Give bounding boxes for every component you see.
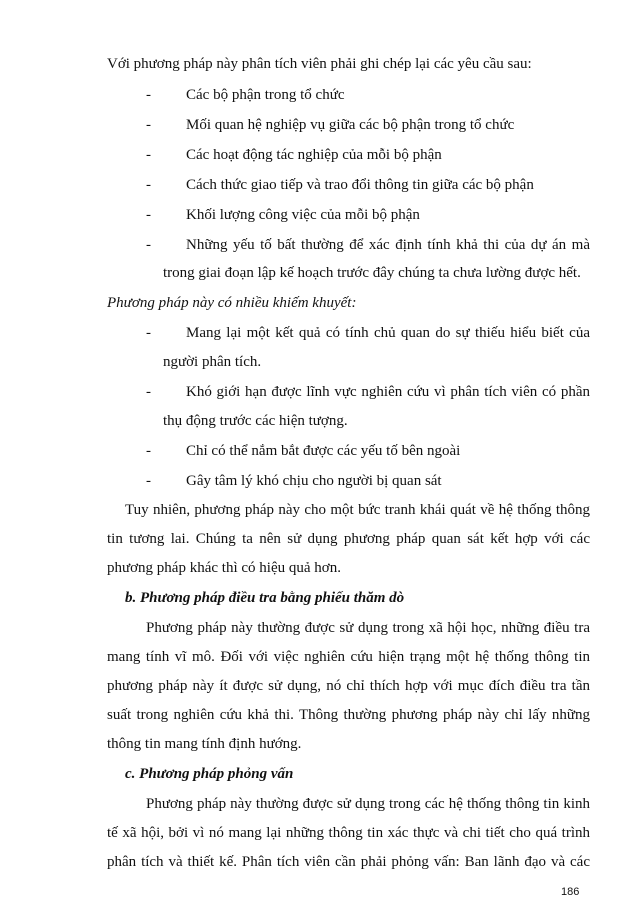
bullet-dash: -: [146, 325, 151, 341]
section-b-line: thông tin mang tính định hướng.: [107, 736, 302, 752]
drawback-item: Mang lại một kết quả có tính chủ quan do sự thiếu hiểu biết của: [186, 325, 590, 341]
bullet-dash: -: [146, 207, 151, 223]
bullet-dash: -: [146, 117, 151, 133]
section-c-line: tế xã hội, bởi vì nó mang lại những thông tin xác thực và chi tiết cho quá trình: [107, 825, 590, 841]
requirement-item: Cách thức giao tiếp và trao đổi thông tin giữa các bộ phận: [186, 177, 534, 193]
bullet-dash: -: [146, 443, 151, 459]
drawback-item-continued: người phân tích.: [163, 354, 262, 370]
drawbacks-heading: Phương pháp này có nhiều khiếm khuyết:: [107, 295, 357, 311]
drawback-item: Gây tâm lý khó chịu cho người bị quan sát: [186, 473, 442, 489]
section-b-line: mang tính vĩ mô. Đối với việc nghiên cứu hiện trạng một hệ thống thông tin: [107, 649, 590, 665]
drawback-item-continued: thụ động trước các hiện tượng.: [163, 413, 348, 429]
section-c-line: Phương pháp này thường được sử dụng trong các hệ thống thông tin kinh: [146, 796, 590, 812]
requirement-item: Những yếu tố bất thường để xác định tính khả thi của dự án mà: [186, 237, 590, 253]
page-number: 186: [561, 886, 580, 898]
intro-text: Với phương pháp này phân tích viên phải ghi chép lại các yêu cầu sau:: [107, 56, 532, 72]
drawback-item: Chỉ có thể nắm bắt được các yếu tố bên ngoài: [186, 443, 461, 459]
conclusion-line: tin tương lai. Chúng ta nên sử dụng phương pháp quan sát kết hợp với các: [107, 531, 590, 547]
section-b-line: phương pháp này ít được sử dụng, nó chỉ thích hợp với mục đích điều tra tần: [107, 678, 590, 694]
requirement-item: Mối quan hệ nghiệp vụ giữa các bộ phận trong tổ chức: [186, 117, 515, 133]
section-b-line: Phương pháp này thường được sử dụng trong xã hội học, những điều tra: [146, 620, 590, 636]
section-b-heading: b. Phương pháp điều tra bằng phiếu thăm dò: [125, 590, 405, 606]
requirement-item: Các bộ phận trong tổ chức: [186, 87, 345, 103]
bullet-dash: -: [146, 384, 151, 400]
conclusion-line: phương pháp khác thì có hiệu quả hơn.: [107, 560, 341, 576]
requirement-item: Các hoạt động tác nghiệp của mỗi bộ phận: [186, 147, 442, 163]
requirement-item-continued: trong giai đoạn lập kế hoạch trước đây chúng ta chưa lường được hết.: [163, 265, 581, 281]
bullet-dash: -: [146, 87, 151, 103]
requirement-item: Khối lượng công việc của mỗi bộ phận: [186, 207, 420, 223]
bullet-dash: -: [146, 177, 151, 193]
section-c-heading: c. Phương pháp phỏng vấn: [125, 766, 294, 782]
section-b-line: suất trong nghiên cứu khả thi. Thông thường phương pháp này chỉ lấy những: [107, 707, 590, 723]
drawback-item: Khó giới hạn được lĩnh vực nghiên cứu vì phân tích viên có phần: [186, 384, 590, 400]
section-c-line: phân tích và thiết kế. Phân tích viên cần phải phỏng vấn: Ban lãnh đạo và các: [107, 854, 590, 870]
bullet-dash: -: [146, 237, 151, 253]
bullet-dash: -: [146, 473, 151, 489]
conclusion-line: Tuy nhiên, phương pháp này cho một bức tranh khái quát về hệ thống thông: [125, 502, 590, 518]
bullet-dash: -: [146, 147, 151, 163]
